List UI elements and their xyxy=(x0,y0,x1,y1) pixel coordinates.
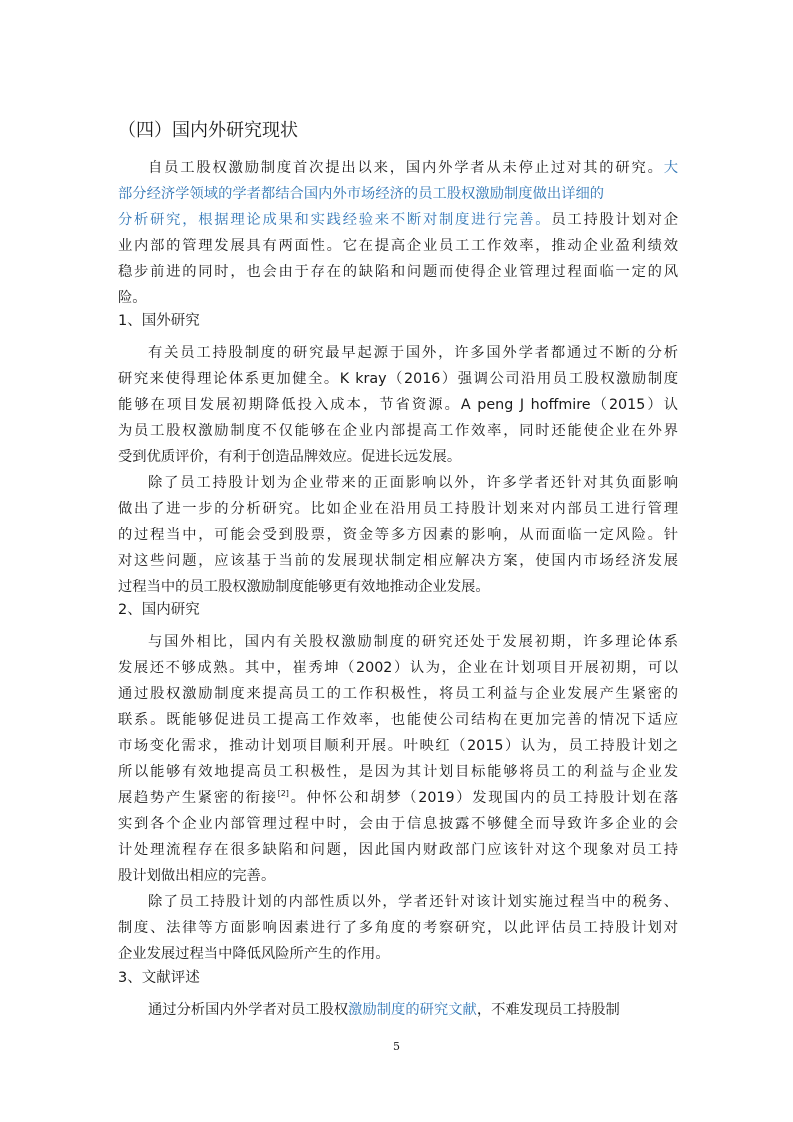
citation-reference[interactable]: [2] xyxy=(277,789,289,799)
text-run: 展趋势产生紧密的衔接 xyxy=(118,790,278,806)
subheading-foreign-research: 1、国外研究 xyxy=(118,313,200,329)
paragraph-line: 通过股权激励制度来提高员工的工作积极性，将员工利益与企业发展产生紧密的 xyxy=(118,686,678,702)
paragraph-line: 研究来使得理论体系更加健全。K kray（2016）强调公司沿用员工股权激励制度 xyxy=(118,371,678,387)
foreign-paragraph-1 xyxy=(118,340,678,470)
paragraph-line: 除了员工持股计划为企业带来的正面影响以外，许多学者还针对其负面影响 xyxy=(148,475,678,491)
paragraph-line: 股计划做出相应的完善。 xyxy=(118,868,276,884)
text-run: 自员工股权激励制度首次提出以来，国内外学者从未停止过对其的研究。 xyxy=(148,160,664,176)
paragraph-line: 实到各个企业内部管理过程中时，会由于信息披露不够健全而导致许多企业的会 xyxy=(118,816,678,832)
highlighted-text: 大 xyxy=(663,160,678,176)
paragraph-line: 业内部的管理发展具有两面性。它在提高企业员工工作效率，推动企业盈利绩效 xyxy=(118,238,678,254)
paragraph-line: 除了员工持股计划的内部性质以外，学者还针对该计划实施过程当中的税务、 xyxy=(148,894,678,910)
paragraph-line: 部分经济学领域的学者都结合国内外市场经济的员工股权激励制度做出详细的 xyxy=(118,186,605,202)
text-run: 通过分析国内外学者对员工股权 xyxy=(148,1002,349,1018)
subheading-literature-review: 3、文献评述 xyxy=(118,970,200,986)
paragraph-line: 过程当中的员工股权激励制度能够更有效地推动企业发展。 xyxy=(118,579,490,595)
text-run: 。仲怀公和胡梦（2019）发现国内的员工持股计划在落 xyxy=(288,790,679,806)
highlighted-text: 分析研究，根据理论成果和实践经验来不断对制度进行完善。 xyxy=(118,212,552,228)
foreign-paragraph-2 xyxy=(118,470,678,600)
paragraph-line: 为员工股权激励制度不仅能够在企业内部提高工作效率，同时还能使企业在外界 xyxy=(118,423,678,439)
intro-paragraph xyxy=(118,155,678,311)
paragraph-line xyxy=(118,997,678,1023)
paragraph-line: 能够在项目发展初期降低投入成本，节省资源。A peng J hoffmire（2015）认 xyxy=(118,397,678,413)
paragraph-line: 发展还不够成熟。其中，崔秀坤（2002）认为，企业在计划项目开展初期，可以 xyxy=(118,660,678,676)
paragraph-line: 制度、法律等方面影响因素进行了多角度的考察研究，以此评估员工持股计划对 xyxy=(118,920,678,936)
domestic-paragraph-2 xyxy=(118,889,678,967)
paragraph-line: 受到优质评价，有利于创造品牌效应。促进长远发展。 xyxy=(118,449,462,465)
text-run: 员工持股计划对企 xyxy=(551,212,679,228)
subheading-domestic-research: 2、国内研究 xyxy=(118,602,200,618)
paragraph-line: 企业发展过程当中降低风险所产生的作用。 xyxy=(118,946,390,962)
paragraph-line: 市场变化需求，推动计划项目顺利开展。叶映红（2015）认为，员工持股计划之 xyxy=(118,738,678,754)
paragraph-line xyxy=(118,155,678,181)
domestic-paragraph-1 xyxy=(118,629,678,889)
section-heading: （四）国内外研究现状 xyxy=(118,120,298,141)
paragraph-line: 做出了进一步的分析研究。比如企业在沿用员工持股计划来对内部员工进行管理 xyxy=(118,501,678,517)
page-number: 5 xyxy=(393,1040,400,1053)
review-paragraph xyxy=(118,997,678,1023)
paragraph-line: 计处理流程存在很多缺陷和问题，因此国内财政部门应该针对这个现象对员工持 xyxy=(118,842,678,858)
paragraph-line xyxy=(118,207,678,233)
paragraph-line: 的过程当中，可能会受到股票，资金等多方因素的影响，从而面临一定风险。针 xyxy=(118,527,678,543)
paragraph-line: 所以能够有效地提高员工积极性，是因为其计划目标能够将员工的利益与企业发 xyxy=(118,764,678,780)
paragraph-line: 与国外相比，国内有关股权激励制度的研究还处于发展初期，许多理论体系 xyxy=(148,634,678,650)
highlighted-text: 激励制度的研究文献 xyxy=(348,1002,477,1018)
paragraph-line xyxy=(118,785,678,811)
paragraph-line: 对这些问题，应该基于当前的发展现状制定相应解决方案，使国内市场经济发展 xyxy=(118,553,678,569)
paragraph-line: 有关员工持股制度的研究最早起源于国外，许多国外学者都通过不断的分析 xyxy=(148,345,678,361)
paragraph-line: 稳步前进的同时，也会由于存在的缺陷和问题而使得企业管理过程面临一定的风 xyxy=(118,264,678,280)
paragraph-line: 联系。既能够促进员工提高工作效率，也能使公司结构在更加完善的情况下适应 xyxy=(118,712,678,728)
paragraph-line: 险。 xyxy=(118,290,147,306)
text-run: ，不难发现员工持股制 xyxy=(476,1002,620,1018)
